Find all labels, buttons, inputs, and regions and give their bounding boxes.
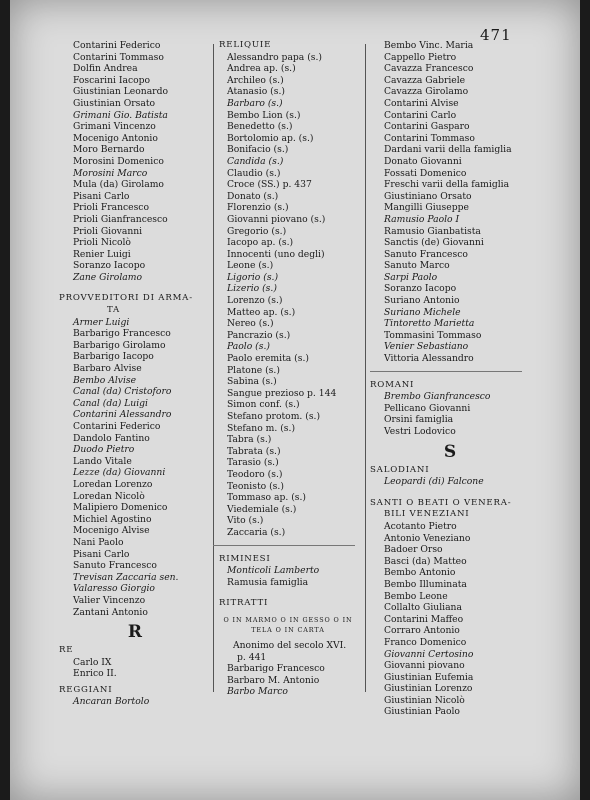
- index-entry: Croce (SS.) p. 437: [227, 179, 312, 191]
- index-entry: Sanuto Francesco: [73, 560, 157, 572]
- index-entry: Ancaran Bortolo: [73, 696, 150, 708]
- index-entry: Bembo Alvise: [73, 374, 137, 386]
- index-entry: Cavazza Francesco: [384, 63, 474, 75]
- index-entry: Giovanni piovano: [384, 660, 465, 672]
- index-entry: Mocenigo Antonio: [73, 132, 158, 144]
- index-entry: Giustinian Paolo: [384, 706, 460, 718]
- index-entry: Orsini famiglia: [384, 414, 454, 426]
- index-entry: Claudio (s.): [227, 167, 281, 179]
- index-entry: Innocenti (uno degli): [227, 248, 325, 260]
- index-entry: Ramusio Gianbatista: [384, 225, 481, 237]
- section-subheading-ritratti: O IN MARMO O IN GESSO O IN: [223, 615, 353, 624]
- section-heading-santi: SANTI O BEATI O VENERA-: [370, 497, 512, 508]
- index-entry: Giustinian Eufemia: [384, 671, 474, 683]
- index-entry: Loredan Lorenzo: [73, 478, 153, 490]
- index-entry: Ramusio Paolo I: [384, 213, 460, 225]
- section-heading-reggiani: REGGIANI: [59, 684, 113, 695]
- index-entry: Paolo eremita (s.): [227, 353, 309, 365]
- index-entry: Contarini Tommaso: [73, 51, 164, 63]
- index-entry: Leopardi (di) Falcone: [384, 476, 484, 488]
- index-entry: Giustinian Orsato: [73, 97, 156, 109]
- section-heading-salodiani: SALODIANI: [370, 464, 430, 475]
- section-heading-ritratti: RITRATTI: [219, 598, 269, 609]
- section-heading-santi-cont: BILI VENEZIANI: [384, 509, 470, 520]
- index-entry: Nereo (s.): [227, 318, 274, 330]
- index-entry: Tommaso ap. (s.): [227, 492, 307, 504]
- index-entry: Morosini Domenico: [73, 155, 164, 167]
- index-entry: Foscarini Iacopo: [73, 74, 151, 86]
- index-entry: Lezze (da) Giovanni: [73, 467, 166, 479]
- index-entry: Canal (da) Cristoforo: [73, 386, 172, 398]
- index-entry: Lizerio (s.): [227, 283, 277, 295]
- index-entry: Simon conf. (s.): [227, 399, 300, 411]
- index-entry: Monticoli Lamberto: [227, 565, 320, 577]
- index-entry: Barbaro Alvise: [73, 363, 142, 375]
- index-entry: Prioli Nicolò: [73, 237, 131, 249]
- index-entry: Benedetto (s.): [227, 121, 293, 133]
- index-entry: Carlo IX: [73, 656, 112, 668]
- index-entry: Sabina (s.): [227, 376, 277, 388]
- index-entry: Alessandro papa (s.): [227, 51, 323, 63]
- index-entry: Donato Giovanni: [384, 155, 462, 167]
- index-entry: Moro Bernardo: [73, 144, 145, 156]
- index-entry: Pellicano Giovanni: [384, 402, 471, 414]
- index-entry: Duodo Pietro: [73, 444, 135, 456]
- index-entry: Zaccaria (s.): [227, 526, 286, 538]
- index-entry: Archileo (s.): [227, 74, 284, 86]
- index-entry: Contarini Carlo: [384, 109, 457, 121]
- index-entry: Contarini Tommaso: [384, 132, 475, 144]
- entry-anonimo-page: p. 441: [237, 651, 267, 663]
- index-entry: Renier Luigi: [73, 248, 131, 260]
- index-entry: Giovanni Certosino: [384, 648, 474, 660]
- index-entry: Giustinian Leonardo: [73, 86, 168, 98]
- index-entry: Sanctis (de) Giovanni: [384, 237, 484, 249]
- index-entry: Prioli Gianfrancesco: [73, 213, 168, 225]
- section-heading-romani: ROMANI: [370, 379, 415, 390]
- section-heading-provveditori: PROVVEDITORI DI ARMA-: [59, 293, 193, 304]
- index-entry: Prioli Giovanni: [73, 225, 143, 237]
- index-entry: Trevisan Zaccaria sen.: [73, 571, 179, 583]
- index-entry: Paolo (s.): [227, 341, 270, 353]
- index-entry: Bortolomio ap. (s.): [227, 132, 314, 144]
- index-entry: Loredan Nicolò: [73, 490, 145, 502]
- index-entry: Sangue prezioso p. 144: [227, 387, 337, 399]
- index-entry: Grimani Gio. Batista: [73, 109, 168, 121]
- entry-list-santi: [370, 521, 530, 718]
- section-heading-provveditori-cont: TA: [107, 305, 121, 316]
- index-entry: Platone (s.): [227, 364, 280, 376]
- index-entry: Barbarigo Francesco: [227, 663, 325, 675]
- index-entry: Atanasio (s.): [227, 86, 285, 98]
- entry-list-reggiani: [59, 696, 211, 708]
- index-entry: Michiel Agostino: [73, 513, 152, 525]
- entry-list-riminesi: [213, 565, 363, 588]
- index-entry: Giustinian Nicolò: [384, 694, 465, 706]
- index-entry: Barbaro (s.): [227, 97, 283, 109]
- index-entry: Cappello Pietro: [384, 51, 457, 63]
- index-entry: Iacopo ap. (s.): [227, 237, 294, 249]
- index-entry: Morosini Marco: [73, 167, 148, 179]
- index-entry: Tommasini Tommaso: [384, 329, 482, 341]
- index-entry: Prioli Francesco: [73, 202, 149, 214]
- index-entry: Antonio Veneziano: [384, 532, 471, 544]
- index-entry: Matteo ap. (s.): [227, 306, 296, 318]
- index-entry: Teodoro (s.): [227, 468, 283, 480]
- index-entry: Contarini Gasparo: [384, 121, 470, 133]
- index-entry: Venier Sebastiano: [384, 341, 469, 353]
- entry-list-top-col3: [370, 40, 530, 365]
- index-entry: Soranzo Iacopo: [384, 283, 457, 295]
- section-divider: [213, 545, 355, 546]
- entry-list-salodiani: [370, 476, 530, 488]
- index-entry: Dolfin Andrea: [73, 63, 138, 75]
- index-entry: Giovanni piovano (s.): [227, 213, 326, 225]
- index-entry: Bonifacio (s.): [227, 144, 289, 156]
- index-entry: Mocenigo Alvise: [73, 525, 150, 537]
- index-entry: Ramusia famiglia: [227, 576, 309, 588]
- index-entry: Vittoria Alessandro: [384, 353, 474, 365]
- section-heading-re: RE: [59, 645, 74, 656]
- index-entry: Barbo Marco: [227, 686, 288, 698]
- index-entry: Sanuto Marco: [384, 260, 450, 272]
- index-entry: Bembo Vinc. Maria: [384, 40, 474, 51]
- entry-list-reliquie: [213, 52, 363, 539]
- index-entry: Basci (da) Matteo: [384, 555, 467, 567]
- index-page: [10, 0, 580, 800]
- index-entry: Enrico II.: [73, 668, 117, 680]
- index-entry: Barbaro M. Antonio: [227, 674, 320, 686]
- index-entry: Canal (da) Luigi: [73, 397, 148, 409]
- index-entry: Stefano protom. (s.): [227, 411, 321, 422]
- section-heading-riminesi: RIMINESI: [219, 553, 271, 564]
- index-entry: Bembo Illuminata: [384, 578, 467, 590]
- index-entry: Bembo Leone: [384, 590, 448, 602]
- entry-list-provveditori: [59, 317, 211, 618]
- index-entry: Zantani Antonio: [73, 606, 148, 618]
- index-entry: Fossati Domenico: [384, 167, 467, 179]
- index-entry: Candida (s.): [227, 155, 284, 167]
- index-entry: Andrea ap. (s.): [227, 63, 296, 75]
- index-entry: Malipiero Domenico: [73, 502, 168, 514]
- entry-list-ritratti: [213, 663, 363, 698]
- index-entry: Bembo Lion (s.): [227, 109, 301, 121]
- index-entry: Pisani Carlo: [73, 548, 130, 560]
- index-entry: Tintoretto Marietta: [384, 318, 475, 330]
- index-entry: Acotanto Pietro: [384, 520, 457, 532]
- page-number: 471: [480, 26, 512, 44]
- entry-anonimo: Anonimo del secolo XVI.: [233, 639, 347, 651]
- index-entry: Cavazza Girolamo: [384, 86, 469, 98]
- index-entry: Bembo Antonio: [384, 567, 456, 579]
- index-entry: Grimani Vincenzo: [73, 121, 156, 133]
- index-entry: Ligorio (s.): [227, 271, 279, 283]
- index-entry: Vestri Lodovico: [384, 426, 456, 437]
- index-entry: Barbarigo Francesco: [73, 328, 171, 340]
- index-entry: Gregorio (s.): [227, 225, 287, 237]
- index-entry: Corraro Antonio: [384, 625, 460, 637]
- index-entry: Tabrata (s.): [227, 445, 281, 457]
- index-entry: Tabra (s.): [227, 434, 272, 446]
- index-entry: Suriano Antonio: [384, 295, 460, 307]
- index-entry: Pisani Carlo: [73, 190, 130, 202]
- index-entry: Sanuto Francesco: [384, 248, 468, 260]
- index-entry: Sarpi Paolo: [384, 271, 438, 283]
- index-entry: Vito (s.): [227, 515, 264, 527]
- index-entry: Barbarigo Girolamo: [73, 339, 166, 351]
- index-entry: Contarini Federico: [73, 421, 161, 432]
- index-entry: Brembo Gianfrancesco: [384, 391, 491, 403]
- section-heading-reliquie: RELIQUIE: [219, 40, 272, 50]
- index-entry: Barbarigo Iacopo: [73, 351, 154, 363]
- index-entry: Contarini Alessandro: [73, 409, 172, 421]
- column-rule-right: [365, 44, 366, 692]
- column-1: [59, 40, 211, 708]
- index-entry: Viedemiale (s.): [227, 503, 297, 515]
- index-entry: Collalto Giuliana: [384, 602, 462, 614]
- index-entry: Cavazza Gabriele: [384, 74, 466, 86]
- index-entry: Stefano m. (s.): [227, 422, 296, 434]
- index-entry: Teonisto (s.): [227, 480, 284, 492]
- index-entry: Contarini Alvise: [384, 97, 459, 109]
- index-entry: Soranzo Iacopo: [73, 260, 146, 272]
- index-entry: Donato (s.): [227, 190, 279, 202]
- index-entry: Giustiniano Orsato: [384, 190, 472, 202]
- index-entry: Giustinian Lorenzo: [384, 683, 473, 695]
- index-entry: Suriano Michele: [384, 306, 461, 318]
- index-entry: Lorenzo (s.): [227, 295, 283, 307]
- column-2: [213, 40, 363, 698]
- column-3: [370, 40, 530, 718]
- index-entry: Nani Paolo: [73, 536, 124, 548]
- index-entry: Badoer Orso: [384, 544, 443, 556]
- index-entry: Valaresso Giorgio: [73, 583, 155, 595]
- letter-heading-s: S: [443, 441, 457, 462]
- entry-list-romani: [370, 391, 530, 437]
- index-entry: Contarini Federico: [73, 40, 161, 51]
- index-entry: Mangilli Giuseppe: [384, 202, 469, 214]
- section-subheading-ritratti-cont: TELA O IN CARTA: [251, 625, 325, 634]
- index-entry: Florenzio (s.): [227, 202, 289, 214]
- index-entry: Dardani varii della famiglia: [384, 144, 512, 156]
- entry-list-top: [59, 40, 211, 283]
- index-entry: Mula (da) Girolamo: [73, 179, 164, 191]
- index-entry: Franco Domenico: [384, 636, 467, 648]
- index-entry: Zane Girolamo: [73, 271, 142, 283]
- section-divider: [370, 371, 522, 372]
- index-entry: Dandolo Fantino: [73, 432, 150, 444]
- index-entry: Freschi varii della famiglia: [384, 179, 510, 191]
- entry-list-re: [59, 657, 211, 680]
- index-entry: Contarini Maffeo: [384, 613, 464, 625]
- letter-heading-r: R: [127, 622, 143, 643]
- index-entry: Tarasio (s.): [227, 457, 279, 469]
- index-entry: Pancrazio (s.): [227, 329, 291, 341]
- index-entry: Leone (s.): [227, 260, 274, 272]
- index-entry: Armer Luigi: [73, 316, 130, 328]
- index-entry: Valier Vincenzo: [73, 594, 146, 606]
- index-entry: Lando Vitale: [73, 455, 132, 467]
